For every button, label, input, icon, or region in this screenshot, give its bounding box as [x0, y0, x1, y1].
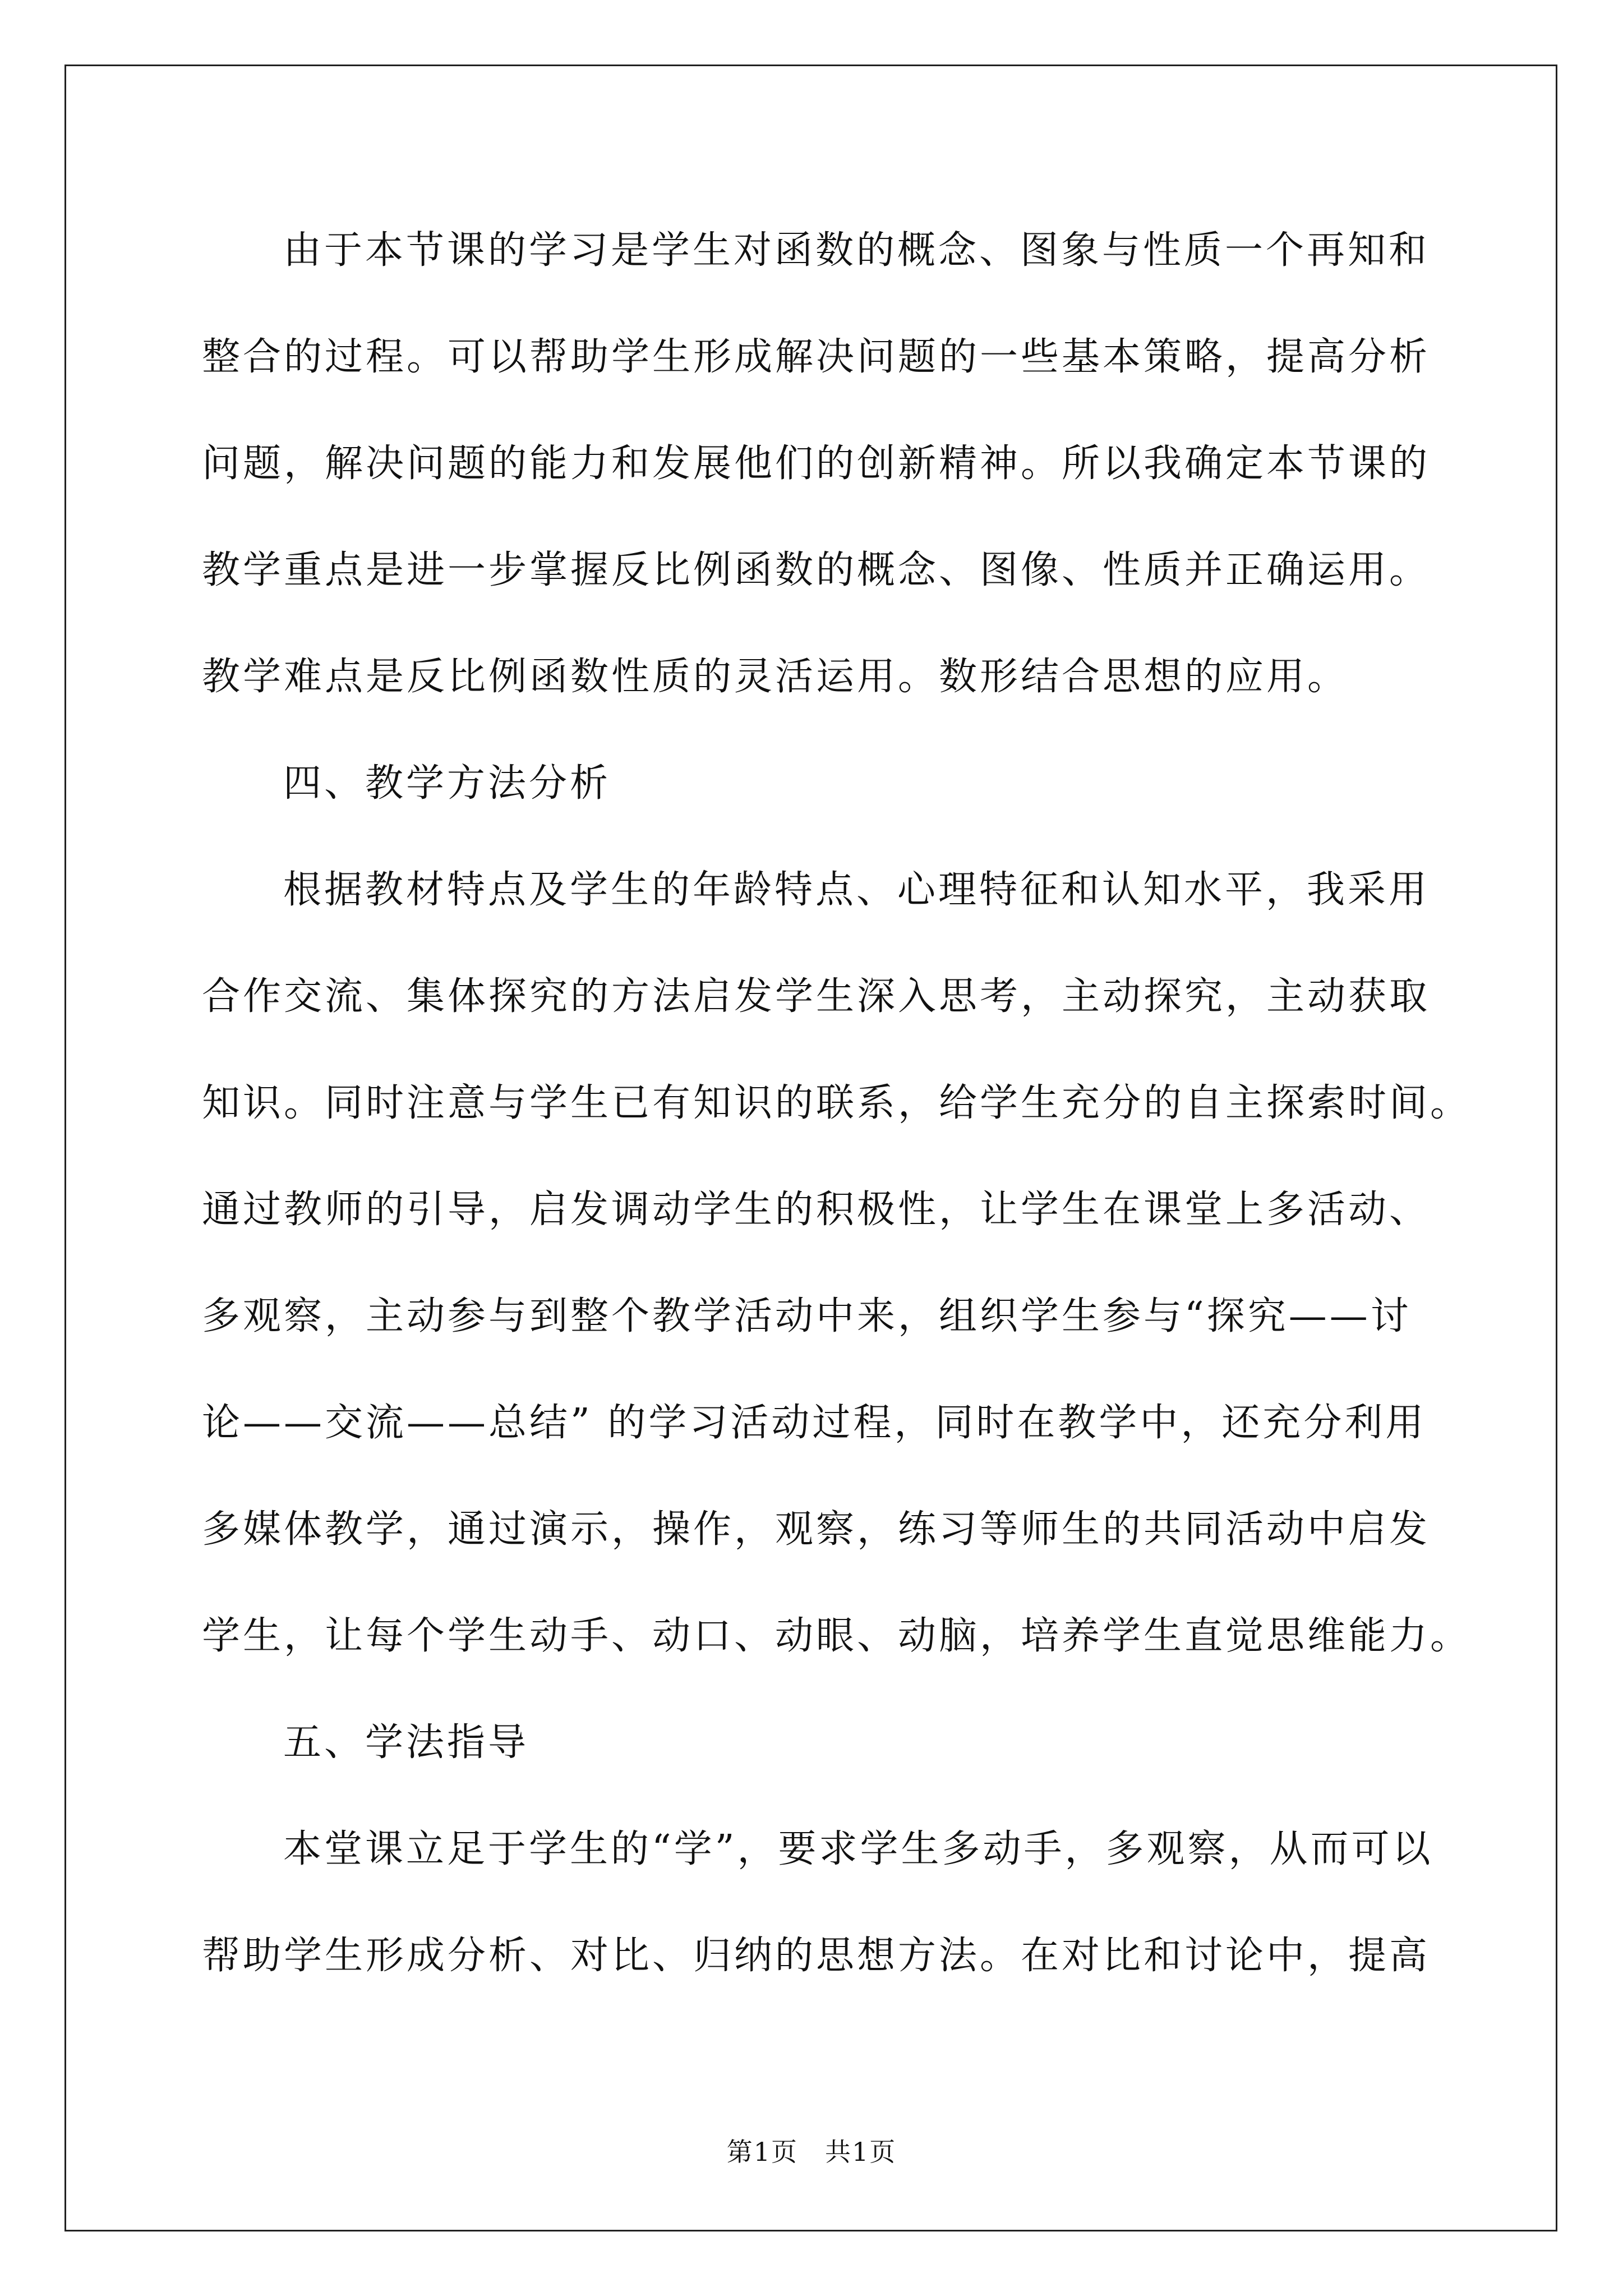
section-heading: 五、学法指导 [283, 1720, 529, 1765]
text-line: 合作交流、集体探究的方法启发学生深入思考，主动探究，主动获取 [202, 974, 1431, 1019]
text-line: 本堂课立足于学生的“学”，要求学生多动手，多观察，从而可以 [283, 1827, 1433, 1871]
text-line: 教学难点是反比例函数性质的灵活运用。数形结合思想的应用。 [202, 655, 1349, 699]
text-line: 由于本节课的学习是学生对函数的概念、图象与性质一个再知和 [283, 228, 1430, 273]
text-line: 多媒体教学，通过演示，操作，观察，练习等师生的共同活动中启发 [202, 1507, 1431, 1552]
text-line: 论——交流——总结” 的学习活动过程，同时在教学中，还充分利用 [202, 1401, 1427, 1445]
text-line: 学生，让每个学生动手、动口、动眼、动脑，培养学生直觉思维能力。 [202, 1614, 1472, 1658]
text-line: 多观察，主动参与到整个教学活动中来，组织学生参与“探究——讨 [202, 1294, 1412, 1338]
text-line: 帮助学生形成分析、对比、归纳的思想方法。在对比和讨论中，提高 [202, 1934, 1431, 1978]
text-line: 问题，解决问题的能力和发展他们的创新精神。所以我确定本节课的 [202, 441, 1431, 486]
section-heading: 四、教学方法分析 [283, 761, 611, 806]
page-footer: 第1页 共1页 [726, 2137, 897, 2167]
text-line: 教学重点是进一步掌握反比例函数的概念、图像、性质并正确运用。 [202, 548, 1431, 592]
document-body [202, 220, 1472, 2032]
text-line: 根据教材特点及学生的年龄特点、心理特征和认知水平，我采用 [283, 868, 1430, 912]
text-line: 通过教师的引导，启发调动学生的积极性，让学生在课堂上多活动、 [202, 1188, 1431, 1232]
text-line: 整合的过程。可以帮助学生形成解决问题的一些基本策略，提高分析 [202, 335, 1431, 379]
text-line: 知识。同时注意与学生已有知识的联系，给学生充分的自主探索时间。 [202, 1081, 1472, 1125]
